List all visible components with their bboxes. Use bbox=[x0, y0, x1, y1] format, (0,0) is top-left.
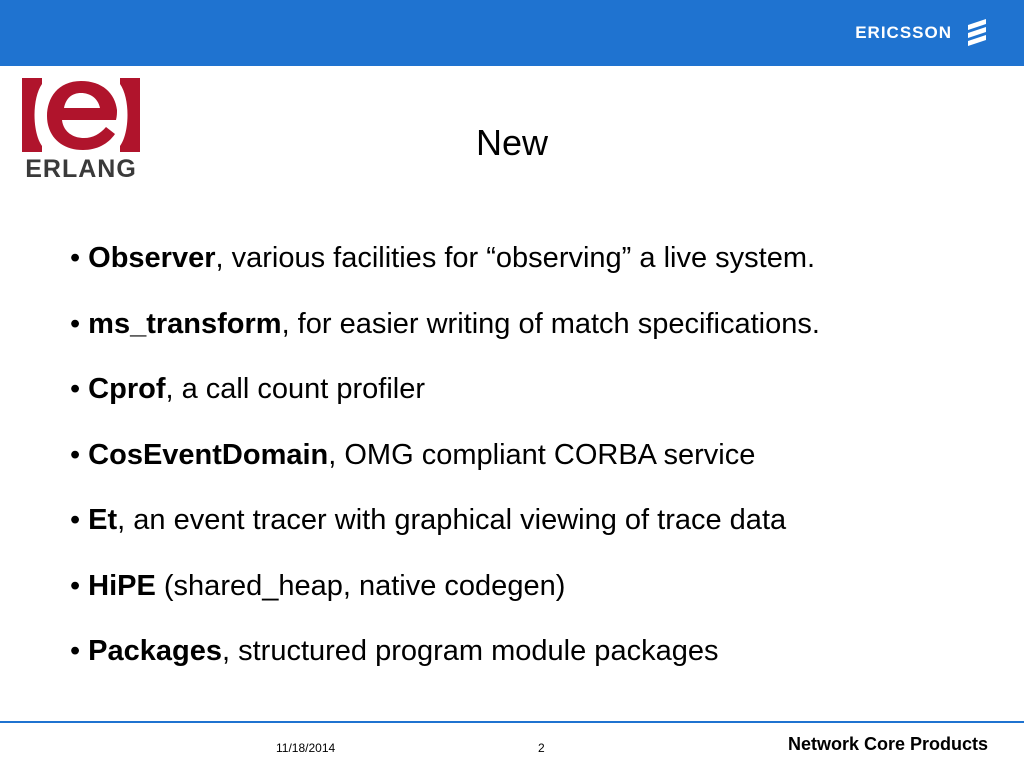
bullet-description: , for easier writing of match specifications. bbox=[281, 307, 820, 340]
footer-organization: Network Core Products bbox=[787, 734, 988, 754]
bullet-item: • HiPE (shared_heap, native codegen) bbox=[70, 569, 566, 602]
bullet-item: • Packages, structured program module packages bbox=[70, 635, 719, 667]
bullet-term: Cprof bbox=[88, 373, 166, 405]
footer-date: 11/18/2014 bbox=[276, 741, 336, 755]
bullet-term: Observer bbox=[88, 242, 216, 274]
bullet-term: Packages bbox=[88, 635, 222, 667]
bullet-description: , an event tracer with graphical viewing of trace data bbox=[117, 504, 787, 536]
bullet-term: HiPE bbox=[88, 569, 156, 602]
bullet-description: , various facilities for “observing” a live system. bbox=[215, 242, 816, 274]
page-number: 2 bbox=[538, 741, 545, 755]
bullet-term: Et bbox=[88, 504, 118, 536]
bullet-list bbox=[70, 236, 1000, 695]
bullet-description: (shared_heap, native codegen) bbox=[155, 569, 566, 602]
bullet-description: , a call count profiler bbox=[165, 373, 425, 405]
bullet-term: ms_transform bbox=[88, 307, 282, 340]
erlang-logo-text: ERLANG bbox=[25, 155, 137, 183]
slide-title: New bbox=[475, 122, 549, 163]
bullet-term: CosEventDomain bbox=[88, 438, 329, 471]
bullet-item: • Et, an event tracer with graphical viewing of trace data bbox=[70, 504, 787, 536]
bullet-item: • Cprof, a call count profiler bbox=[70, 373, 425, 405]
ericsson-brand bbox=[855, 17, 990, 49]
header-bar bbox=[0, 0, 1024, 66]
bullet-description: , OMG compliant CORBA service bbox=[328, 438, 756, 471]
bullet-item: • Observer, various facilities for “observing” a live system. bbox=[70, 242, 816, 274]
footer-divider bbox=[0, 721, 1024, 723]
ericsson-stripes-icon bbox=[964, 19, 990, 47]
bullet-item: • ms_transform, for easier writing of match specifications. bbox=[70, 307, 820, 340]
bullet-description: , structured program module packages bbox=[221, 635, 719, 667]
brand-name: ERICSSON bbox=[855, 23, 952, 42]
bullet-item: • CosEventDomain, OMG compliant CORBA service bbox=[70, 438, 756, 471]
